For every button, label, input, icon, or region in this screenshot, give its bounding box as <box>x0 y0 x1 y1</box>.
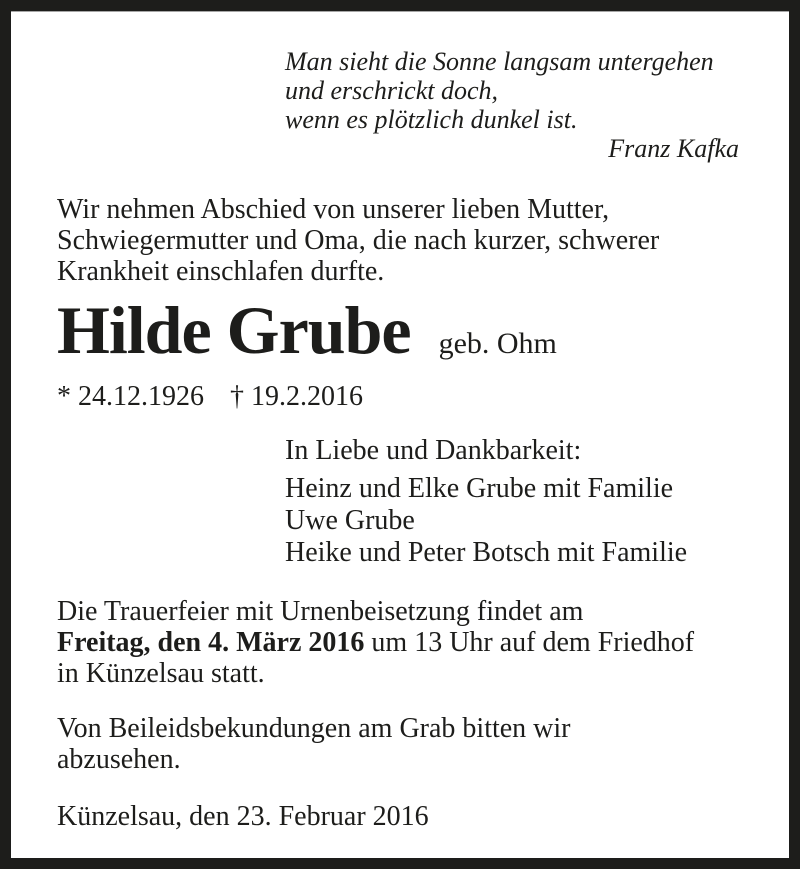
mourner-line: Uwe Grube <box>285 505 415 536</box>
life-dates <box>57 381 737 412</box>
intro-line: Schwiegermutter und Oma, die nach kurzer, schwerer <box>57 225 660 256</box>
funeral-date-bold: Freitag, den 4. März 2016 <box>57 627 365 658</box>
quote-line: Man sieht die Sonne langsam untergehen <box>285 47 714 76</box>
condolence-line: abzusehen. <box>57 744 181 775</box>
quote-attribution: Franz Kafka <box>608 134 739 163</box>
funeral-line: in Künzelsau statt. <box>57 658 265 689</box>
intro-paragraph <box>57 194 737 287</box>
birth-date: * 24.12.1926 <box>57 381 204 412</box>
quote-line: und erschrickt doch, <box>285 76 499 105</box>
scan-artifact-line <box>11 11 789 12</box>
funeral-line <box>57 627 737 658</box>
tribute-heading: In Liebe und Dankbarkeit: <box>285 435 582 466</box>
maiden-name: geb. Ohm <box>438 327 557 360</box>
intro-line: Wir nehmen Abschied von unserer lieben Mutter, <box>57 194 610 225</box>
mourner-line: Heike und Peter Botsch mit Familie <box>285 537 688 568</box>
condolence-note <box>57 713 737 775</box>
deceased-name-row <box>57 292 737 368</box>
dateline: Künzelsau, den 23. Februar 2016 <box>57 801 429 832</box>
condolence-line: Von Beileidsbekundungen am Grab bitten wir <box>57 713 571 744</box>
deceased-name: Hilde Grube <box>57 292 411 368</box>
memorial-quote <box>285 47 739 163</box>
funeral-time-place: um 13 Uhr auf dem Friedhof <box>364 627 695 658</box>
funeral-info <box>57 596 737 689</box>
intro-line: Krankheit einschlafen durfte. <box>57 256 385 287</box>
death-date: † 19.2.2016 <box>230 381 363 412</box>
tribute-block <box>285 435 737 569</box>
mourner-line: Heinz und Elke Grube mit Familie <box>285 473 674 504</box>
funeral-line: Die Trauerfeier mit Urnenbeisetzung findet am <box>57 596 584 627</box>
quote-line: wenn es plötzlich dunkel ist. <box>285 105 578 134</box>
